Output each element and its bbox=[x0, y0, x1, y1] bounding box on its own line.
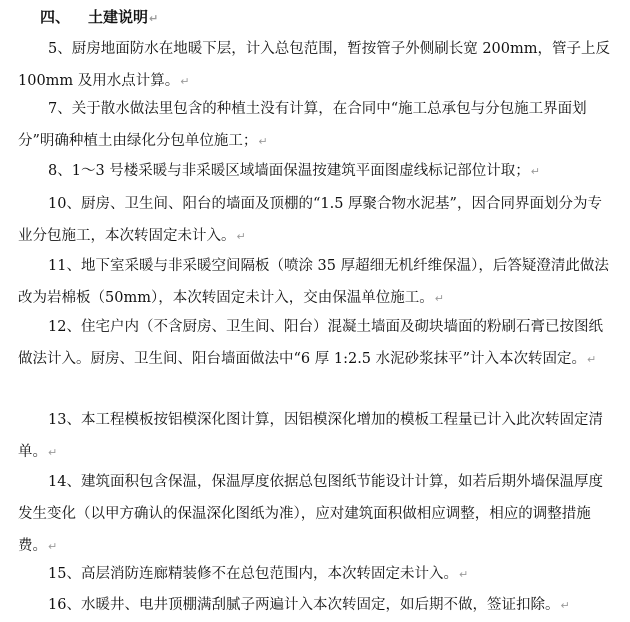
section-number: 四、 bbox=[40, 8, 71, 26]
note-text: 8、1～3 号楼采暖与非采暖区域墙面保温按建筑平面图虚线标记部位计取； bbox=[48, 163, 530, 179]
note-paragraph-15 bbox=[18, 558, 610, 591]
note-text: 10、厨房、卫生间、阳台的墙面及顶棚的“1.5 厚聚合物水泥基”，因合同界面划分为专业分包施工，本次转固定未计入。 bbox=[18, 196, 602, 244]
note-text: 12、住宅户内（不含厨房、卫生间、阳台）混凝土墙面及砌块墙面的粉刷石膏已按图纸做法计入。厨房、卫生间、阳台墙面做法中“6 厚 1:2.5 水泥砂浆抹平”计入本次转固定。 bbox=[18, 319, 603, 367]
paragraph-mark-icon: ↵ bbox=[236, 230, 246, 243]
note-paragraph-7 bbox=[18, 93, 610, 158]
note-paragraph-10 bbox=[18, 188, 610, 253]
note-paragraph-13 bbox=[18, 404, 610, 469]
note-paragraph-14 bbox=[18, 466, 610, 563]
note-text: 16、水暖井、电井顶棚满刮腻子两遍计入本次转固定，如后期不做，签证扣除。 bbox=[48, 597, 560, 613]
note-text: 5、厨房地面防水在地暖下层，计入总包范围，暂按管子外侧刷长宽 200mm，管子上反 100mm 及用水点计算。 bbox=[18, 41, 611, 89]
note-text: 13、本工程模板按铝模深化图计算，因铝模深化增加的模板工程量已计入此次转固定清单。 bbox=[18, 412, 603, 460]
note-text: 15、高层消防连廊精装修不在总包范围内，本次转固定未计入。 bbox=[48, 566, 458, 582]
section-title: 土建说明 bbox=[88, 8, 149, 26]
note-paragraph-16 bbox=[18, 589, 610, 622]
paragraph-mark-icon: ↵ bbox=[48, 446, 58, 459]
paragraph-mark-icon: ↵ bbox=[434, 292, 444, 305]
note-paragraph-12 bbox=[18, 311, 610, 376]
paragraph-mark-icon: ↵ bbox=[180, 75, 190, 88]
paragraph-mark-icon: ↵ bbox=[530, 165, 541, 178]
paragraph-mark-icon: ↵ bbox=[587, 353, 597, 366]
note-paragraph-8 bbox=[18, 155, 610, 188]
paragraph-mark-icon: ↵ bbox=[258, 135, 268, 148]
paragraph-mark-icon: ↵ bbox=[48, 540, 58, 553]
note-text: 14、建筑面积包含保温，保温厚度依据总包图纸节能设计计算，如若后期外墙保温厚度发生变化（以甲方确认的保温深化图纸为准），应对建筑面积做相应调整，相应的调整措施费。 bbox=[18, 474, 603, 554]
note-paragraph-5 bbox=[18, 33, 610, 98]
paragraph-mark-icon: ↵ bbox=[458, 568, 469, 581]
paragraph-mark-icon: ↵ bbox=[149, 12, 159, 25]
paragraph-mark-icon: ↵ bbox=[560, 599, 570, 612]
note-paragraph-11 bbox=[18, 250, 610, 315]
note-text: 7、关于散水做法里包含的种植土没有计算，在合同中“施工总承包与分包施工界面划分”明确种植土由绿化分包单位施工； bbox=[18, 101, 587, 149]
section-heading bbox=[40, 6, 158, 30]
note-text: 11、地下室采暖与非采暖空间隔板（喷涂 35 厚超细无机纤维保温），后答疑澄清此做法改为岩棉板（50mm），本次转固定未计入，交由保温单位施工。 bbox=[18, 258, 609, 306]
